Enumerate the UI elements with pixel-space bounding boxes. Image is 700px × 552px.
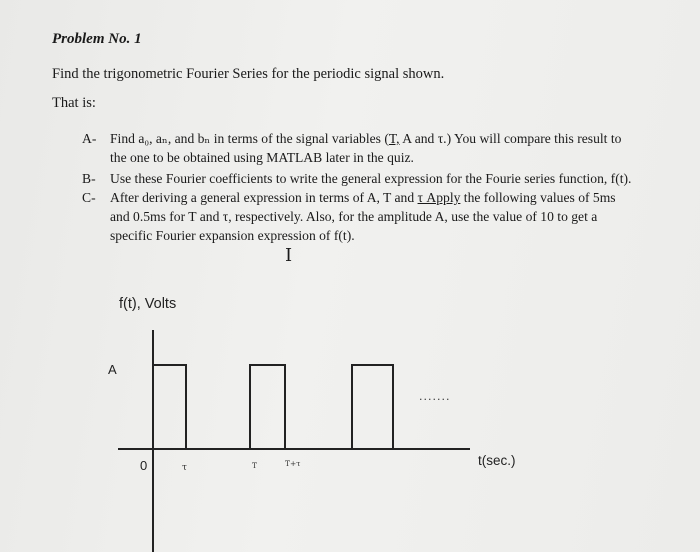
- text-cursor-icon: I: [285, 245, 293, 266]
- task-c-line1: After deriving a general expression in terms of A, T and: [110, 190, 418, 205]
- origin-label: 0: [140, 458, 148, 473]
- pulse-3: [352, 365, 393, 449]
- continuation-ellipsis: .......: [419, 390, 451, 403]
- that-is-label: That is:: [52, 95, 96, 111]
- task-b-marker: B-: [82, 171, 96, 186]
- y-axis-label: f(t), Volts: [119, 296, 177, 312]
- tick-label-period-plus-tau: T+τ: [285, 459, 301, 468]
- task-a-line2: the one to be obtained using MATLAB later in the quiz.: [110, 150, 414, 165]
- tick-label-tau: τ: [182, 463, 187, 473]
- task-a-marker: A-: [82, 131, 97, 146]
- task-c-line2: and 0.5ms for T and τ, respectively. Also, for the amplitude A, use the value of 10 to get a: [110, 209, 598, 224]
- task-a-line1-rest: A and τ.) You will compare this result to: [399, 131, 622, 146]
- task-c-marker: C-: [82, 190, 96, 205]
- task-a-line1: Find a₀, aₙ, and bₙ in terms of the signal variables (: [110, 131, 389, 146]
- task-c-line3: specific Fourier expansion expression of f(t).: [110, 228, 355, 243]
- task-b-line1: Use these Fourier coefficients to write the general expression for the Fourie series function, f(t).: [110, 171, 632, 186]
- pulse-1: [153, 365, 186, 449]
- pulse-2: [250, 365, 285, 449]
- problem-statement: Find the trigonometric Fourier Series for the periodic signal shown.: [52, 66, 445, 82]
- x-axis-label: t(sec.): [478, 453, 516, 468]
- task-a-line1-underlined: T,: [388, 131, 400, 146]
- amplitude-label: A: [108, 362, 117, 377]
- tick-label-period: T: [252, 461, 258, 470]
- task-c-line1-underlined: τ Apply: [417, 190, 461, 205]
- task-c-line1-rest: the following values of 5ms: [460, 190, 616, 205]
- problem-title: Problem No. 1: [52, 31, 142, 47]
